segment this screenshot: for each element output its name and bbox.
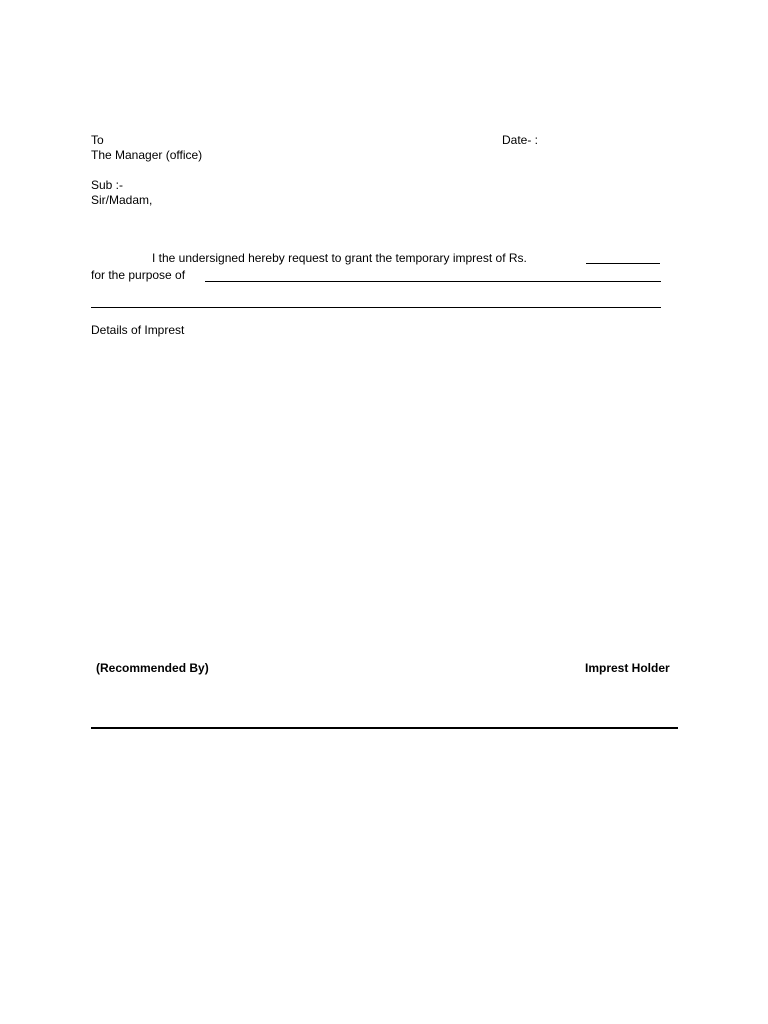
to-label: To [91, 133, 104, 147]
request-text: I the undersigned hereby request to grant the temporary imprest of Rs. [152, 251, 527, 265]
salutation: Sir/Madam, [91, 193, 153, 207]
details-heading: Details of Imprest [91, 323, 185, 337]
bottom-rule [91, 727, 678, 729]
subject-label: Sub :- [91, 178, 124, 192]
date-label: Date- : [502, 133, 539, 147]
purpose-blank-line [205, 281, 661, 282]
purpose-text: for the purpose of [91, 268, 186, 282]
addressee: The Manager (office) [91, 148, 203, 162]
purpose-continuation-line [91, 307, 661, 308]
recommended-by-label: (Recommended By) [96, 661, 209, 675]
imprest-holder-label: Imprest Holder [585, 661, 670, 675]
amount-blank-line [586, 263, 660, 264]
